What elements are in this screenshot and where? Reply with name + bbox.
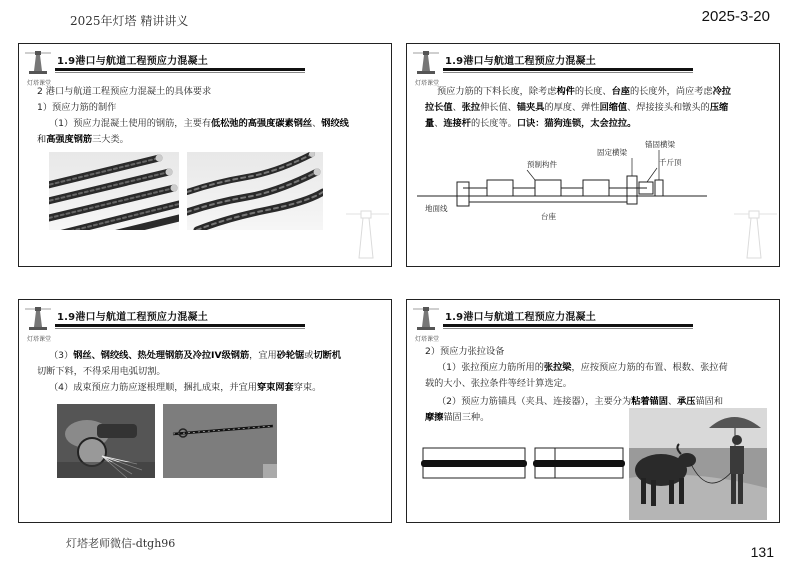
title-underline-thin	[443, 72, 693, 73]
title-underline	[55, 324, 305, 327]
footer-contact: 灯塔老师微信-dtgh96	[66, 537, 176, 550]
section-heading: 2 港口与航道工程预应力混凝土的具体要求	[37, 86, 212, 97]
slide-cutting-and-bundling	[18, 299, 392, 523]
anchorage-sketch-right	[533, 442, 625, 484]
lighthouse-logo-icon	[25, 49, 51, 77]
slide-title: 1.9港口与航道工程预应力混凝土	[57, 312, 208, 323]
title-underline-thin	[55, 72, 305, 73]
paragraph-cut-length-2: 拉长值、张拉伸长值、锚夹具的厚度、弹性回缩值、焊接接头和镦头的压缩	[425, 102, 729, 113]
paragraph-steel-types: （1）预应力混凝土使用的钢筋，主要有低松弛的高强度碳素钢丝、钢绞线	[49, 118, 349, 129]
paragraph-steel-types-cont: 和高强度钢筋三大类。	[37, 134, 129, 145]
paragraph-cut-length-1: 预应力筋的下料长度，除考虑构件的长度、台座的长度外，尚应考虑冷拉	[437, 86, 731, 97]
paragraph-cutting-methods: （3）钢丝、钢绞线、热处理钢筋及冷拉IV级钢筋，宜用砂轮锯或切断机	[49, 350, 342, 361]
slide-title: 1.9港口与航道工程预应力混凝土	[57, 56, 208, 67]
logo-caption: 灯塔课堂	[414, 80, 439, 87]
paragraph-tension-beam-cont: 载的大小、张拉条件等经计算选定。	[425, 378, 572, 389]
bundled-tendon-photo	[163, 404, 277, 478]
label-jack: 千斤顶	[659, 158, 682, 167]
subsection-heading: 2）预应力张拉设备	[425, 346, 505, 357]
label-anchor-beam: 锚固横梁	[645, 140, 675, 149]
anchorage-sketch-left	[421, 442, 527, 484]
logo-caption: 灯塔课堂	[414, 336, 439, 343]
title-underline	[443, 68, 693, 71]
slide-prestress-materials	[18, 43, 392, 267]
label-precast-member: 预制构件	[527, 160, 557, 169]
label-ground-line: 地面线	[425, 204, 448, 213]
steel-wire-strands-photo	[49, 152, 179, 230]
title-underline	[55, 68, 305, 71]
title-underline-thin	[443, 328, 693, 329]
logo-caption: 灯塔课堂	[26, 80, 51, 87]
lighthouse-logo-icon	[413, 49, 439, 77]
paragraph-cut-length-3: 量、连接杆的长度等。口诀：猫狗连锁，太会拉拉。	[425, 118, 637, 129]
lighthouse-watermark-icon	[341, 206, 391, 266]
page-number: 131	[750, 544, 774, 560]
label-pedestal: 台座	[541, 212, 556, 221]
label-fixed-beam: 固定横梁	[597, 148, 627, 157]
slide-cut-length-diagram	[406, 43, 780, 267]
title-underline	[443, 324, 693, 327]
paragraph-anchorage-types-cont: 摩擦锚固三种。	[425, 412, 490, 423]
logo-caption: 灯塔课堂	[26, 336, 51, 343]
document-header-title: 2025年灯塔 精讲讲义	[70, 14, 189, 28]
lighthouse-watermark-icon	[729, 206, 779, 266]
slide-title: 1.9港口与航道工程预应力混凝土	[445, 56, 596, 67]
paragraph-cutting-methods-cont: 切断下料，不得采用电弧切割。	[37, 366, 166, 377]
buffalo-tether-photo	[629, 408, 767, 520]
paragraph-anchorage-types: （2）预应力筋锚具（夹具、连接器），主要分为粘着锚固、承压锚固和	[437, 396, 724, 407]
slide-title: 1.9港口与航道工程预应力混凝土	[445, 312, 596, 323]
document-date: 2025-3-20	[701, 8, 770, 25]
title-underline-thin	[55, 328, 305, 329]
subsection-heading: 1）预应力筋的制作	[37, 102, 117, 113]
paragraph-tension-beam: （1）张拉预应力筋所用的张拉梁，应按预应力筋的布置、根数、张拉荷	[437, 362, 728, 373]
paragraph-bundling: （4）成束预应力筋应逐根理顺，捆扎成束，并宜用穿束网套穿束。	[49, 382, 322, 393]
slide-tensioning-equipment	[406, 299, 780, 523]
lighthouse-logo-icon	[25, 305, 51, 333]
steel-strand-bundle-photo	[187, 152, 323, 230]
lighthouse-logo-icon	[413, 305, 439, 333]
grinder-cutting-photo	[57, 404, 155, 478]
